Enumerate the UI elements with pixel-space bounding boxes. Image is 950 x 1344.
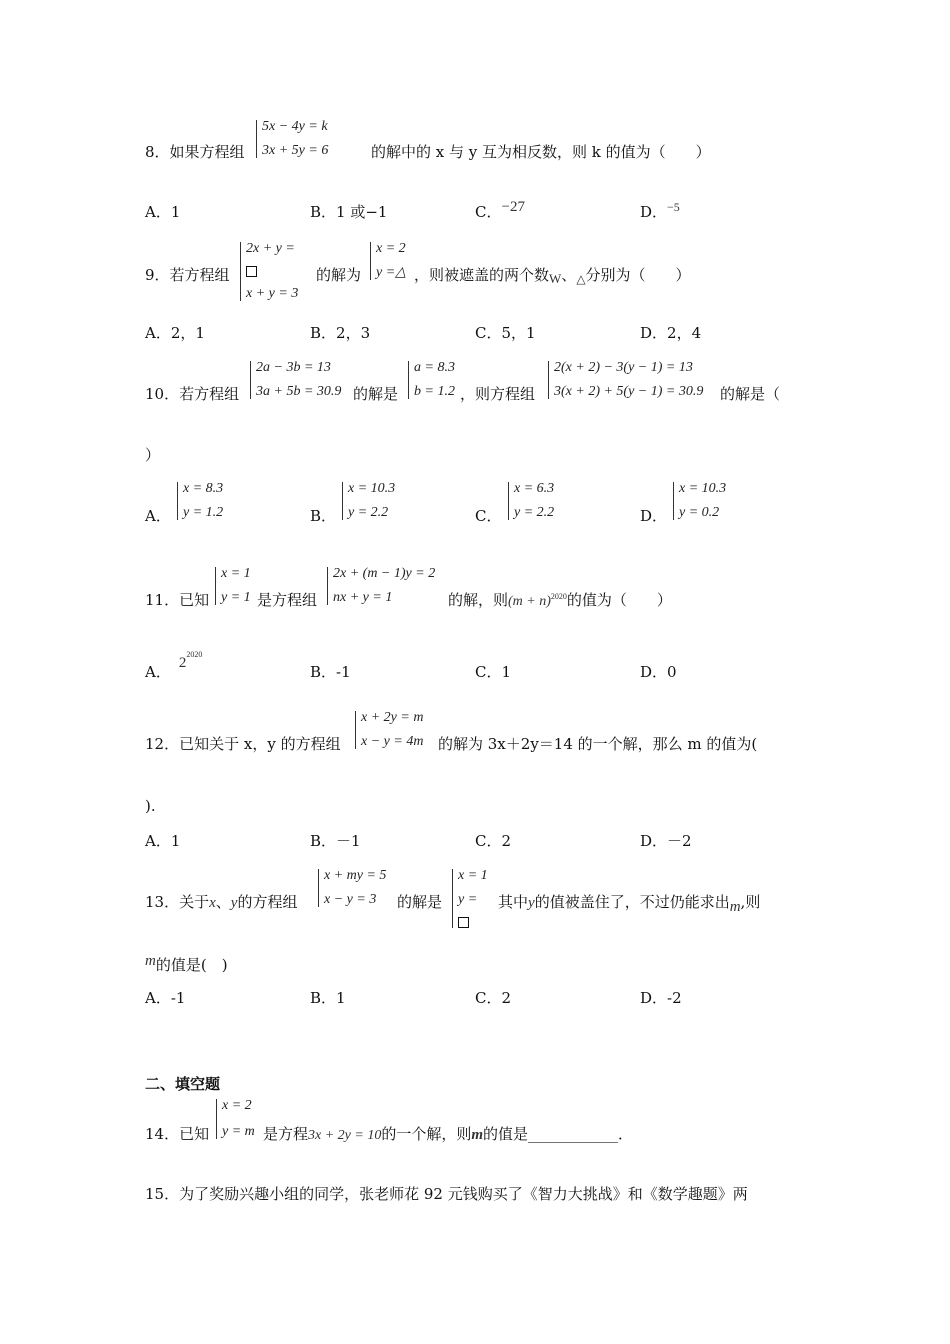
q12-eq1: x + 2y = m [361, 710, 424, 725]
q8-option-c[interactable] [475, 199, 525, 221]
q11-mid2 [448, 593, 672, 609]
q13-option-d[interactable]: D．-2 [640, 989, 682, 1007]
q10-close: ） [145, 446, 161, 464]
q9-post2: 分别为（ ） [585, 266, 691, 284]
q10-stem [145, 387, 239, 402]
q13-pre: 关于 [179, 893, 210, 911]
q13-sol1: x = 1 [458, 868, 488, 883]
q12-option-b[interactable]: B．－1 [310, 832, 361, 850]
q12-close: ). [145, 797, 156, 815]
q14-stem [145, 1127, 209, 1142]
q12-stem [145, 737, 341, 752]
q11-post: 的值为（ ） [566, 591, 672, 609]
q9-sol1: x = 2 [376, 241, 406, 256]
q10-post: 的解是（ [720, 385, 781, 403]
q10-option-c-label: C． [475, 507, 502, 525]
q10-option-d[interactable] [640, 509, 667, 524]
q10-option-a[interactable] [145, 509, 171, 524]
q11-option-b[interactable]: B．-1 [310, 663, 351, 681]
q13-line2 [145, 953, 228, 974]
q8-eq1: 5x − 4y = k [262, 119, 328, 134]
q12-system [355, 711, 423, 749]
q14-post [263, 1127, 633, 1143]
q10-option-c-system [508, 482, 554, 520]
q8-option-d-value: −5 [667, 200, 680, 214]
q15-stem: 15．为了奖励兴趣小组的同学，张老师花 92 元钱购买了《智力大挑战》和《数学趣题》两 [145, 1185, 748, 1203]
q14-pre: 已知 [179, 1125, 210, 1143]
q14-solution [216, 1099, 255, 1139]
q9-w-mark: W [549, 271, 562, 286]
q11-sol1: x = 1 [221, 566, 251, 581]
q11-pre: 已知 [179, 591, 210, 609]
q10-eq2: 3a + 5b = 30.9 [256, 384, 342, 399]
q9-post [414, 266, 691, 286]
q11-option-a-label: A． [145, 663, 171, 681]
q8-option-a[interactable]: A．1 [145, 203, 181, 221]
q9-option-b[interactable]: B．2，3 [310, 324, 371, 342]
q13-m2: m [145, 953, 156, 969]
q10-option-b-eq1: x = 10.3 [348, 481, 396, 496]
covered-square-icon [246, 266, 257, 277]
q9-stem [145, 268, 230, 283]
q9-eq2: x + y = 3 [246, 286, 299, 301]
q13-post4: 的值是( ) [155, 956, 228, 974]
q9-option-c[interactable]: C．5，1 [475, 324, 536, 342]
q13-post3: ,则 [740, 893, 761, 911]
q11-eq2: nx + y = 1 [333, 590, 393, 605]
q13-option-a[interactable]: A．-1 [145, 989, 186, 1007]
q10-option-b-label: B． [310, 507, 337, 525]
q12-option-c[interactable]: C．2 [475, 832, 512, 850]
q13-eq1: x + my = 5 [324, 868, 387, 883]
q11-option-a-exponent: 2020 [186, 650, 203, 659]
q12-eq2: x − y = 4m [361, 734, 424, 749]
q8-option-c-value: −27 [501, 199, 525, 215]
q11-stem [145, 593, 209, 608]
q9-mid: 的解为 [316, 266, 362, 284]
q9-sol2: y =△ [376, 265, 406, 280]
q13-sol2: y = [458, 892, 478, 907]
q12-pre: 已知关于 x，y 的方程组 [179, 735, 341, 753]
q14-mid2: 的一个解，则 [381, 1125, 472, 1143]
q9-number: 9． [145, 266, 170, 284]
q9-eq1: 2x + y = [246, 241, 295, 256]
q8-number: 8． [145, 143, 170, 161]
q12-number: 12． [145, 735, 180, 753]
q11-option-c[interactable]: C．1 [475, 663, 512, 681]
q9-option-a[interactable]: A．2，1 [145, 324, 205, 342]
covered-square-icon [458, 917, 469, 928]
q10-option-b-system [342, 482, 395, 520]
q8-eq2: 3x + 5y = 6 [262, 143, 329, 158]
q12-post: 的解为 3x＋2y＝14 的一个解，那么 m 的值为( [438, 735, 758, 753]
q10-option-d-eq2: y = 0.2 [679, 505, 720, 520]
q8-system [256, 120, 328, 158]
q13-option-c[interactable]: C．2 [475, 989, 512, 1007]
q12-option-a[interactable]: A．1 [145, 832, 181, 850]
q11-option-a[interactable] [145, 650, 203, 681]
q11-option-d[interactable]: D．0 [640, 663, 677, 681]
q10-eq3: 2(x + 2) − 3(y − 1) = 13 [554, 360, 693, 375]
q11-expr: (m + n) [508, 594, 551, 609]
q9-separator: 、 [561, 266, 577, 284]
q13-stem [145, 895, 297, 911]
q8-post: 的解中的 x 与 y 互为相反数，则 k 的值为（ ） [371, 143, 711, 161]
q14-mid: 是方程 [263, 1125, 309, 1143]
q10-solution [408, 361, 455, 399]
q14-sol2: y = m [222, 1124, 255, 1139]
q11-mid2-text: 的解，则 [448, 591, 509, 609]
q13-y: y [230, 895, 238, 911]
q10-option-c-eq2: y = 2.2 [514, 505, 555, 520]
q10-option-a-system [177, 482, 223, 520]
q14-number: 14． [145, 1125, 180, 1143]
triangle-icon: △ [576, 272, 586, 286]
q8-option-b[interactable]: B．1 或−1 [310, 203, 388, 221]
q10-number: 10． [145, 385, 180, 403]
q10-mid2: ，则方程组 [460, 385, 536, 403]
q11-number: 11． [145, 591, 180, 609]
q10-mid: 的解是 [353, 385, 399, 403]
q14-equation: 3x + 2y = 10 [308, 1128, 382, 1143]
q9-post-text: ，则被遮盖的两个数 [414, 266, 550, 284]
q13-eq2: x − y = 3 [324, 892, 377, 907]
q10-option-a-eq1: x = 8.3 [183, 481, 224, 496]
q11-mid: 是方程组 [257, 591, 318, 609]
q10-option-c-eq1: x = 6.3 [514, 481, 555, 496]
q8-option-d[interactable] [640, 200, 680, 221]
q10-eq4: 3(x + 2) + 5(y − 1) = 30.9 [554, 384, 704, 399]
q10-sol1: a = 8.3 [414, 360, 455, 375]
q10-option-d-eq1: x = 10.3 [679, 481, 727, 496]
q10-option-a-label: A． [145, 507, 171, 525]
q8-stem [145, 145, 245, 160]
q13-post-text: 其中 [498, 893, 529, 911]
q10-pre: 若方程组 [179, 385, 240, 403]
q14-post-text: 的值是____________． [483, 1125, 634, 1143]
q14-m: m [471, 1127, 484, 1143]
q10-option-d-label: D． [640, 507, 668, 525]
q10-sol2: b = 1.2 [414, 384, 455, 399]
q10-option-a-eq2: y = 1.2 [183, 505, 224, 520]
section-heading: 二、填空题 [145, 1075, 221, 1093]
q9-solution [370, 242, 406, 280]
q10-option-c[interactable] [475, 509, 501, 524]
q13-m: m [729, 899, 741, 915]
q9-system [240, 242, 298, 301]
q13-separator: 、 [215, 893, 231, 911]
q13-y2: y [528, 895, 535, 911]
q13-pre2: 的方程组 [237, 893, 298, 911]
q13-option-b[interactable]: B．1 [310, 989, 346, 1007]
q13-solution [452, 869, 488, 928]
q12-option-d[interactable]: D．－2 [640, 832, 692, 850]
q11-exponent: 2020 [550, 592, 567, 601]
q10-eq1: 2a − 3b = 13 [256, 360, 331, 375]
q9-option-d[interactable]: D．2，4 [640, 324, 702, 342]
q13-post2: 的值被盖住了，不过仍能求出 [534, 893, 730, 911]
q11-sol2: y = 1 [221, 590, 251, 605]
q10-system2 [548, 361, 703, 399]
q11-eq1: 2x + (m − 1)y = 2 [333, 566, 436, 581]
q11-option-a-base: 2 [178, 655, 187, 671]
q8-pre: 如果方程组 [169, 143, 245, 161]
q13-mid: 的解是 [397, 893, 443, 911]
q8-option-c-label: C． [475, 203, 502, 221]
q10-option-b[interactable] [310, 509, 336, 524]
q13-x: x [209, 895, 216, 911]
q10-system1 [250, 361, 341, 399]
q10-option-b-eq2: y = 2.2 [348, 505, 389, 520]
q14-sol1: x = 2 [222, 1098, 252, 1113]
q9-pre: 若方程组 [169, 266, 230, 284]
q11-solution [215, 567, 251, 605]
q13-post [498, 893, 761, 915]
q11-system [327, 567, 435, 605]
q13-system [318, 869, 386, 907]
q8-option-d-label: D． [640, 203, 668, 221]
q13-number: 13． [145, 893, 180, 911]
q10-option-d-system [673, 482, 726, 520]
